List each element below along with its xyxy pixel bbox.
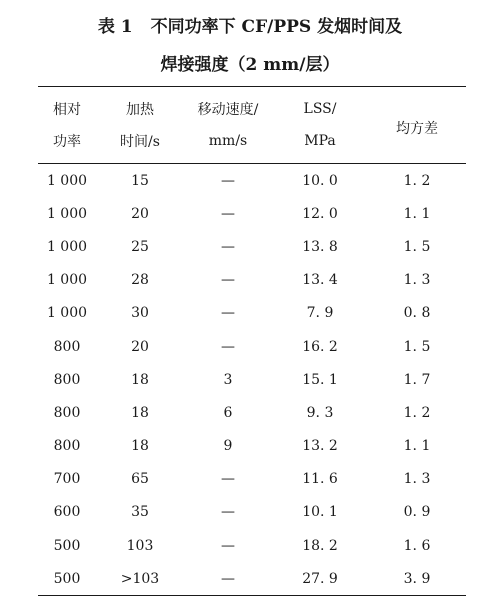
table-label: 表 1 [97, 17, 133, 37]
cell-speed: 6 [223, 404, 233, 421]
table-row [38, 463, 466, 496]
table-row [38, 496, 466, 529]
cell-std-dev: 1. 1 [403, 438, 431, 455]
cell-relative-power: 500 [53, 537, 81, 554]
table-row [38, 562, 466, 596]
cell-relative-power: 500 [53, 570, 81, 587]
header-relative-power-2: 功率 [38, 125, 96, 164]
table-row [38, 330, 466, 363]
cell-relative-power: 1 000 [46, 238, 88, 255]
cell-speed: — [221, 272, 235, 289]
table-row [38, 164, 466, 198]
cell-heating-time: 65 [131, 471, 149, 488]
cell-relative-power: 1 000 [46, 272, 88, 289]
cell-lss: 18. 2 [302, 537, 338, 554]
cell-lss: 7. 9 [306, 305, 334, 322]
cell-relative-power: 800 [53, 438, 81, 455]
cell-speed: 3 [223, 371, 233, 388]
cell-std-dev: 1. 5 [403, 238, 431, 255]
table-row [38, 264, 466, 297]
cell-lss: 9. 3 [306, 404, 334, 421]
cell-speed: — [221, 305, 235, 322]
cell-relative-power: 1 000 [46, 305, 88, 322]
table-title-line1: 不同功率下 CF/PPS 发烟时间及 [150, 17, 403, 37]
cell-speed: — [221, 205, 235, 222]
cell-heating-time: 20 [131, 205, 149, 222]
cell-heating-time: 28 [131, 272, 149, 289]
cell-lss: 27. 9 [302, 570, 338, 587]
cell-heating-time: 18 [131, 404, 149, 421]
cell-speed: — [221, 471, 235, 488]
cell-std-dev: 3. 9 [403, 570, 431, 587]
cell-relative-power: 800 [53, 338, 81, 355]
cell-heating-time: 18 [131, 371, 149, 388]
cell-std-dev: 1. 6 [403, 537, 431, 554]
cell-heating-time: 18 [131, 438, 149, 455]
cell-lss: 13. 2 [302, 438, 338, 455]
table-title-line2: 焊接强度（2 mm/层） [160, 55, 340, 75]
header-row-1 [38, 87, 466, 126]
table-row [38, 529, 466, 562]
header-speed-1: 移动速度/ [197, 102, 259, 118]
cell-std-dev: 1. 3 [403, 471, 431, 488]
cell-relative-power: 1 000 [46, 205, 88, 222]
cell-std-dev: 1. 5 [403, 338, 431, 355]
table-row [38, 396, 466, 429]
cell-heating-time: >103 [120, 570, 160, 587]
cell-std-dev: 1. 7 [403, 371, 431, 388]
cell-heating-time: 15 [131, 172, 149, 189]
table-row [38, 363, 466, 396]
cell-std-dev: 1. 3 [403, 272, 431, 289]
cell-lss: 15. 1 [302, 371, 338, 388]
cell-lss: 11. 6 [302, 471, 338, 488]
cell-heating-time: 35 [131, 504, 149, 521]
cell-std-dev: 1. 1 [403, 205, 431, 222]
data-table [38, 86, 466, 596]
table-row [38, 430, 466, 463]
table-body [38, 164, 466, 596]
cell-speed: — [221, 338, 235, 355]
cell-speed: — [221, 537, 235, 554]
header-lss-1: LSS/ [303, 101, 337, 117]
cell-std-dev: 1. 2 [403, 404, 431, 421]
cell-heating-time: 30 [131, 305, 149, 322]
cell-lss: 10. 0 [302, 172, 338, 189]
header-relative-power-1: 相对 [53, 102, 81, 118]
cell-heating-time: 25 [131, 238, 149, 255]
cell-lss: 12. 0 [302, 205, 338, 222]
cell-speed: — [221, 172, 235, 189]
cell-lss: 13. 8 [302, 238, 338, 255]
table-caption-line1 [0, 12, 500, 37]
header-heating-time-1: 加热 [126, 102, 154, 118]
header-speed-2: mm/s [184, 125, 272, 164]
header-lss-2: MPa [272, 125, 368, 164]
cell-lss: 10. 1 [302, 504, 338, 521]
cell-std-dev: 1. 2 [403, 172, 431, 189]
header-heating-time-2: 时间/s [96, 125, 184, 164]
cell-heating-time: 103 [126, 537, 154, 554]
cell-relative-power: 1 000 [46, 172, 88, 189]
cell-std-dev: 0. 8 [403, 305, 431, 322]
cell-speed: 9 [223, 438, 233, 455]
cell-std-dev: 0. 9 [403, 504, 431, 521]
cell-speed: — [221, 504, 235, 521]
cell-lss: 16. 2 [302, 338, 338, 355]
cell-speed: — [221, 570, 235, 587]
cell-relative-power: 800 [53, 404, 81, 421]
table-row [38, 197, 466, 230]
table-row [38, 297, 466, 330]
cell-relative-power: 800 [53, 371, 81, 388]
cell-lss: 13. 4 [302, 272, 338, 289]
cell-relative-power: 700 [53, 471, 81, 488]
table-row [38, 230, 466, 263]
cell-speed: — [221, 238, 235, 255]
cell-relative-power: 600 [53, 504, 81, 521]
cell-heating-time: 20 [131, 338, 149, 355]
header-std-dev: 均方差 [368, 87, 466, 164]
